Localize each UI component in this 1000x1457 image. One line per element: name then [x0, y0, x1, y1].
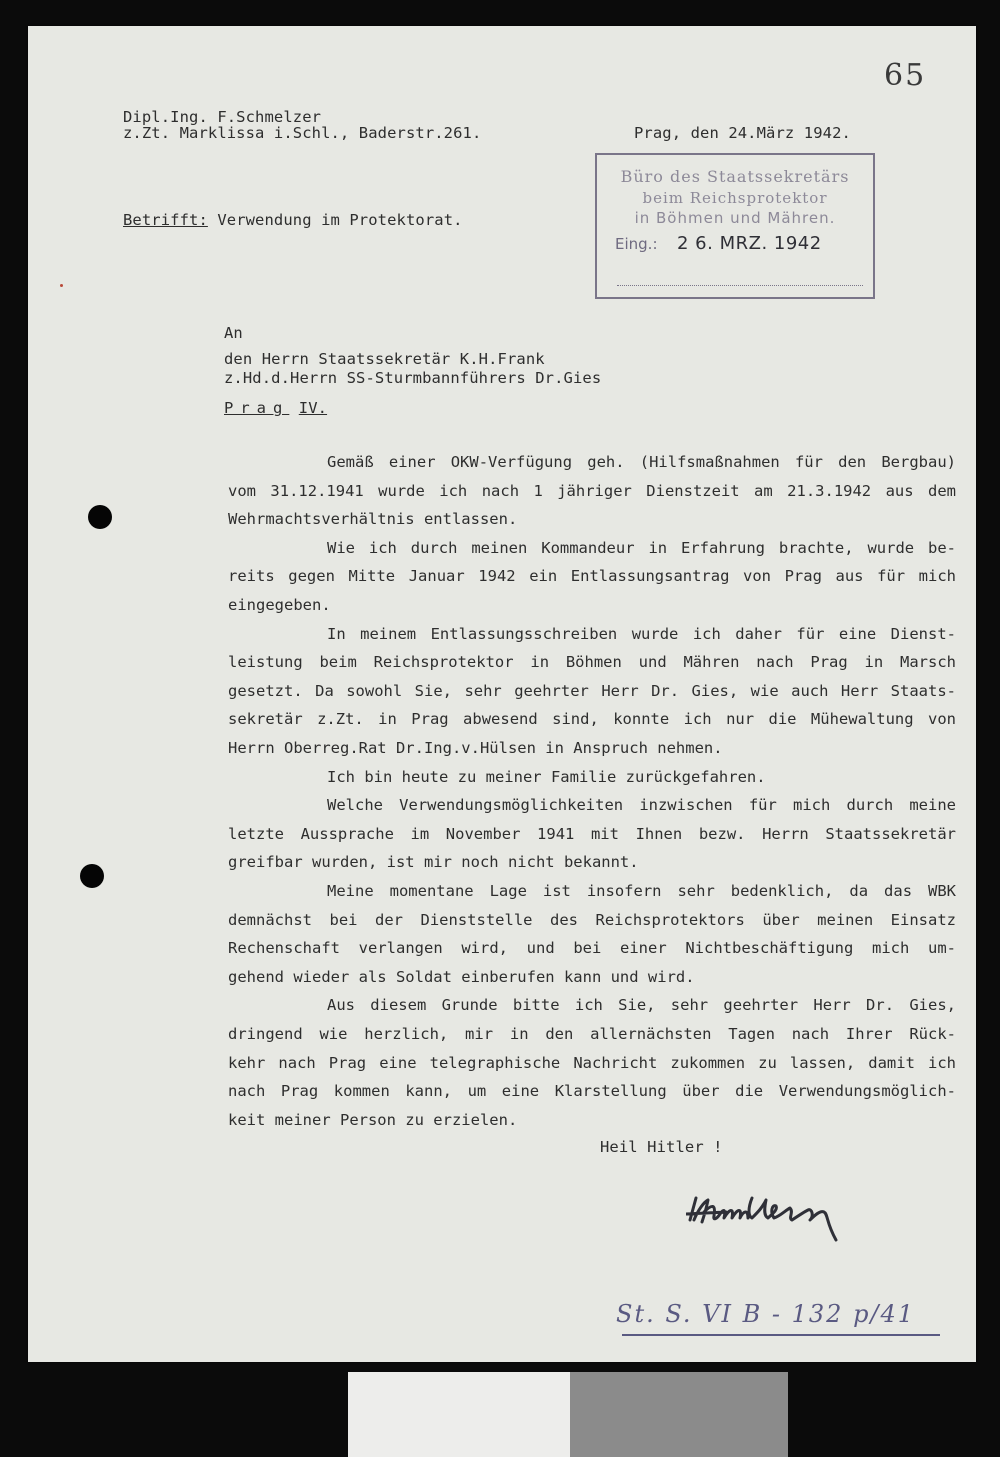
punch-hole-top	[88, 505, 112, 529]
archive-reference: St. S. VI B - 132 p/41	[616, 1300, 916, 1328]
handwritten-signature	[686, 1190, 866, 1254]
recipient-city: Prag	[224, 399, 290, 417]
body-line: demnächst bei der Dienststelle des Reichsprotektors über meinen Einsatz	[228, 911, 956, 929]
body-line: In meinem Entlassungsschreiben wurde ich daher für eine Dienst-	[327, 625, 956, 643]
received-stamp	[595, 153, 875, 299]
archive-underline	[622, 1334, 940, 1336]
recipient-line-1: den Herrn Staatssekretär K.H.Frank	[224, 350, 545, 368]
subject-line	[123, 211, 463, 229]
body-line: reits gegen Mitte Januar 1942 ein Entlassungsantrag von Prag aus für mich	[228, 567, 956, 585]
body-line: sekretär z.Zt. in Prag abwesend sind, konnte ich nur die Mühewaltung von	[228, 710, 956, 728]
body-line: dringend wie herzlich, mir in den allernächsten Tagen nach Ihrer Rück-	[228, 1025, 956, 1043]
stamp-line-2: beim Reichsprotektor	[642, 189, 828, 207]
body-line: Ich bin heute zu meiner Familie zurückgefahren.	[327, 768, 766, 786]
stamp-line-1: Büro des Staatssekretärs	[620, 167, 850, 186]
body-line: Aus diesem Grunde bitte ich Sie, sehr geehrter Herr Dr. Gies,	[327, 996, 956, 1014]
scan-color-bar-white	[348, 1372, 570, 1457]
body-line: Meine momentane Lage ist insofern sehr bedenklich, da das WBK	[327, 882, 956, 900]
body-line: Rechenschaft verlangen wird, und bei einer Nichtbeschäftigung mich um-	[228, 939, 956, 957]
body-line: eingegeben.	[228, 596, 331, 614]
recipient-line-2: z.Hd.d.Herrn SS-Sturmbannführers Dr.Gies	[224, 369, 602, 387]
stamp-dotted-line	[617, 285, 863, 286]
closing-greeting: Heil Hitler !	[600, 1138, 723, 1156]
recipient-city-line	[224, 399, 327, 417]
subject-label: Betrifft:	[123, 211, 208, 229]
body-line: gesetzt. Da sowohl Sie, sehr geehrter Herr Dr. Gies, wie auch Herr Staats-	[228, 682, 956, 700]
body-line: keit meiner Person zu erzielen.	[228, 1111, 518, 1129]
body-line: greifbar wurden, ist mir noch nicht bekannt.	[228, 853, 639, 871]
stamp-received-date: 2 6. MRZ. 1942	[677, 233, 822, 254]
body-line: leistung beim Reichsprotektor in Böhmen und Mähren nach Prag in Marsch	[228, 653, 956, 671]
subject-text: Verwendung im Protektorat.	[217, 211, 463, 229]
body-line: nach Prag kommen kann, um eine Klarstellung über die Verwendungsmöglich-	[228, 1082, 956, 1100]
recipient-district: IV.	[298, 399, 328, 417]
stamp-eing-label: Eing.:	[615, 235, 658, 253]
body-line: gehend wieder als Soldat einberufen kann und wird.	[228, 968, 695, 986]
body-line: letzte Aussprache im November 1941 mit Ihnen bezw. Herrn Staatssekretär	[228, 825, 956, 843]
date-line: Prag, den 24.März 1942.	[634, 124, 851, 142]
recipient-an: An	[224, 324, 243, 342]
body-line: vom 31.12.1941 wurde ich nach 1 jähriger Dienstzeit am 21.3.1942 aus dem	[228, 482, 956, 500]
body-line: kehr nach Prag eine telegraphische Nachricht zukommen zu lassen, damit ich	[228, 1054, 956, 1072]
scan-color-bar-gray	[570, 1372, 788, 1457]
sender-address: z.Zt. Marklissa i.Schl., Baderstr.261.	[123, 124, 482, 142]
sender-name: Dipl.Ing. F.Schmelzer	[123, 108, 322, 126]
page-number: 65	[884, 58, 927, 93]
body-line: Welche Verwendungsmöglichkeiten inzwischen für mich durch meine	[327, 796, 956, 814]
stamp-line-3: in Böhmen und Mähren.	[634, 209, 836, 227]
body-line: Herrn Oberreg.Rat Dr.Ing.v.Hülsen in Anspruch nehmen.	[228, 739, 723, 757]
body-line: Wehrmachtsverhältnis entlassen.	[228, 510, 518, 528]
body-line: Wie ich durch meinen Kommandeur in Erfahrung brachte, wurde be-	[327, 539, 956, 557]
body-line: Gemäß einer OKW-Verfügung geh. (Hilfsmaßnahmen für den Bergbau)	[327, 453, 956, 471]
punch-hole-bottom	[80, 864, 104, 888]
paper-speck	[60, 284, 63, 287]
